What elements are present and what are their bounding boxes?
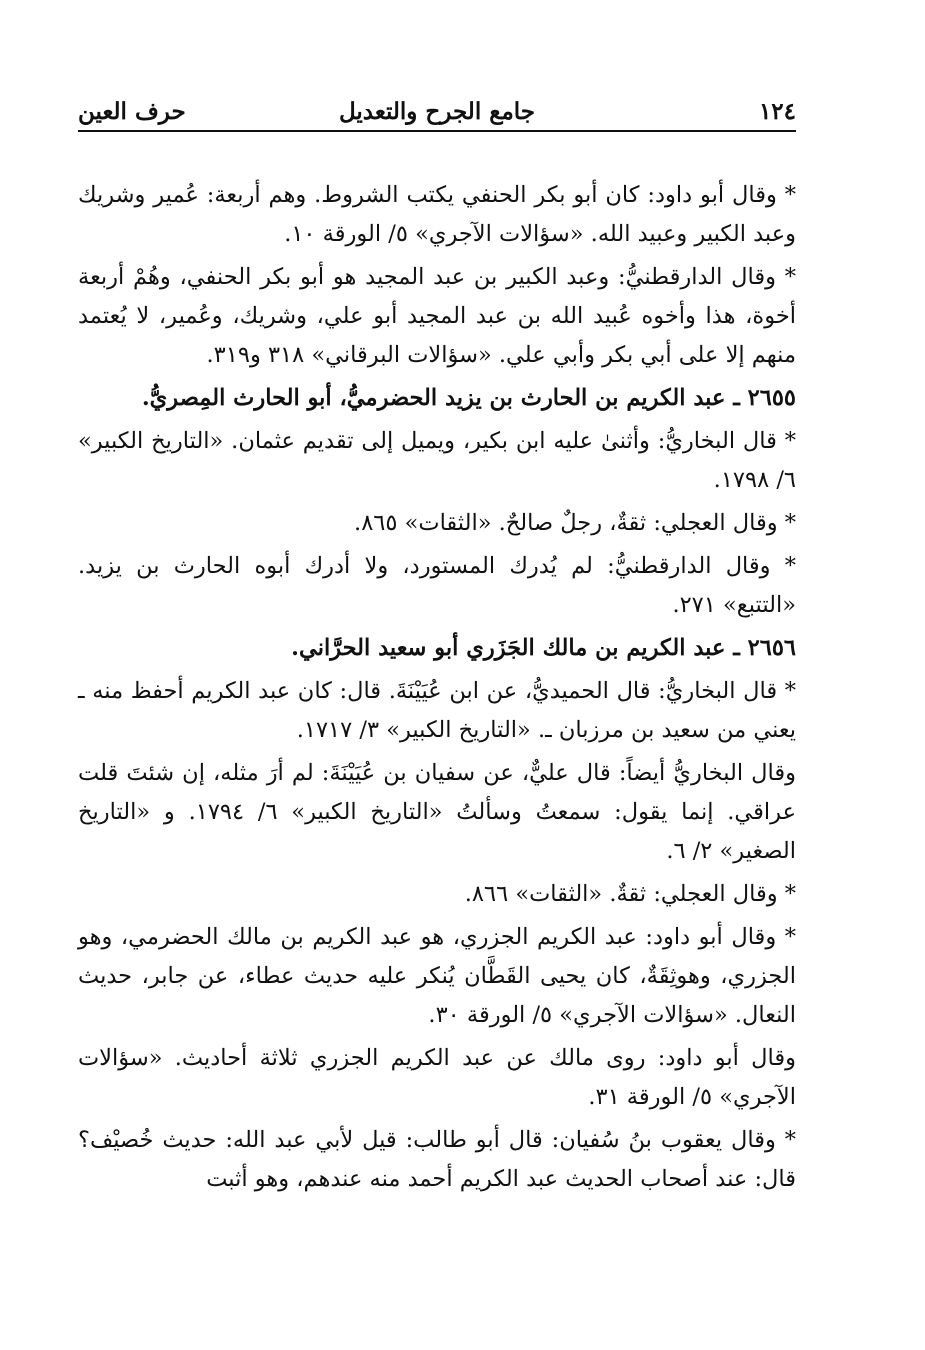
book-title: جامع الجرح والتعديل xyxy=(338,98,536,125)
paragraph: وقال أبو داود: روى مالك عن عبد الكريم الجزري ثلاثة أحاديث. «سؤالات الآجري» ٥/ الورقة ٣١. xyxy=(78,1045,796,1110)
paragraph: * وقال أبو داود: عبد الكريم الجزري، هو عبد الكريم بن مالك الحضرمي، وهو الجزري، وهوثِقَةٌ، كان يحيى القَطَّان يُنكر عليه حديث عطاء، عن جابر، حديث النعال. «سؤالات الآجري» ٥/ الورقة ٣٠. xyxy=(78,924,796,1028)
paragraph: * وقال أبو داود: كان أبو بكر الحنفي يكتب الشروط. وهم أربعة: عُمير وشريك وعبد الكبير وعبيد الله. «سؤالات الآجري» ٥/ الورقة ١٠. xyxy=(78,182,796,247)
page-number: ١٢٤ xyxy=(758,98,796,125)
paragraph: * وقال العجلي: ثقةٌ، رجلٌ صالحٌ. «الثقات» ٨٦٥. xyxy=(354,510,796,536)
page-body xyxy=(78,176,796,1199)
paragraph: * قال البخاريُّ: وأثنىٰ عليه ابن بكير، ويميل إلى تقديم عثمان. «التاريخ الكبير» ٦/ ١٧٩٨. xyxy=(78,428,796,493)
entry-heading: ٢٦٥٦ ـ عبد الكريم بن مالك الجَزَري أبو سعيد الحرَّاني. xyxy=(291,635,796,661)
paragraph: * وقال الدارقطنيُّ: لم يُدرك المستورد، ولا أدرك أبوه الحارث بن يزيد. «التتبع» ٢٧١. xyxy=(78,553,796,618)
document-page xyxy=(78,90,796,1330)
paragraph: * وقال العجلي: ثقةٌ. «الثقات» ٨٦٦. xyxy=(464,881,796,907)
running-header xyxy=(78,90,796,132)
entry-heading: ٢٦٥٥ ـ عبد الكريم بن الحارث بن يزيد الحضرميُّ، أبو الحارث المِصريُّ. xyxy=(141,385,796,411)
paragraph: * وقال يعقوب بنُ سُفيان: قال أبو طالب: قيل لأبي عبد الله: حديث خُصيْف؟ قال: عند أصحاب الحديث عبد الكريم أحمد منه عندهم، وهو أثبت xyxy=(78,1127,796,1192)
paragraph: وقال البخاريُّ أيضاً: قال عليٌّ، عن سفيان بن عُيَيْنَةَ: لم أرَ مثله، إن شئتَ قلت عراقي. إنما يقول: سمعتُ وسألتُ «التاريخ الكبير» ٦/ ١٧٩٤. و «التاريخ الصغير» ٢/ ٦. xyxy=(78,760,797,864)
paragraph: * وقال الدارقطنيُّ: وعبد الكبير بن عبد المجيد هو أبو بكر الحنفي، وهُمْ أربعة أخوة، هذا وأخوه عُبيد الله بن عبد المجيد أبو علي، وشريك، وعُمير، لا يُعتمد منهم إلا على أبي بكر وأبي علي. «سؤالات البرقاني» ٣١٨ و٣١٩. xyxy=(78,264,796,368)
paragraph: * قال البخاريُّ: قال الحميديُّ، عن ابن عُيَيْنَةَ. قال: كان عبد الكريم أحفظ منه ـ يعني من سعيد بن مرزبان ـ. «التاريخ الكبير» ٣/ ١٧١٧. xyxy=(78,678,796,743)
section-title: حرف العين xyxy=(78,98,186,125)
